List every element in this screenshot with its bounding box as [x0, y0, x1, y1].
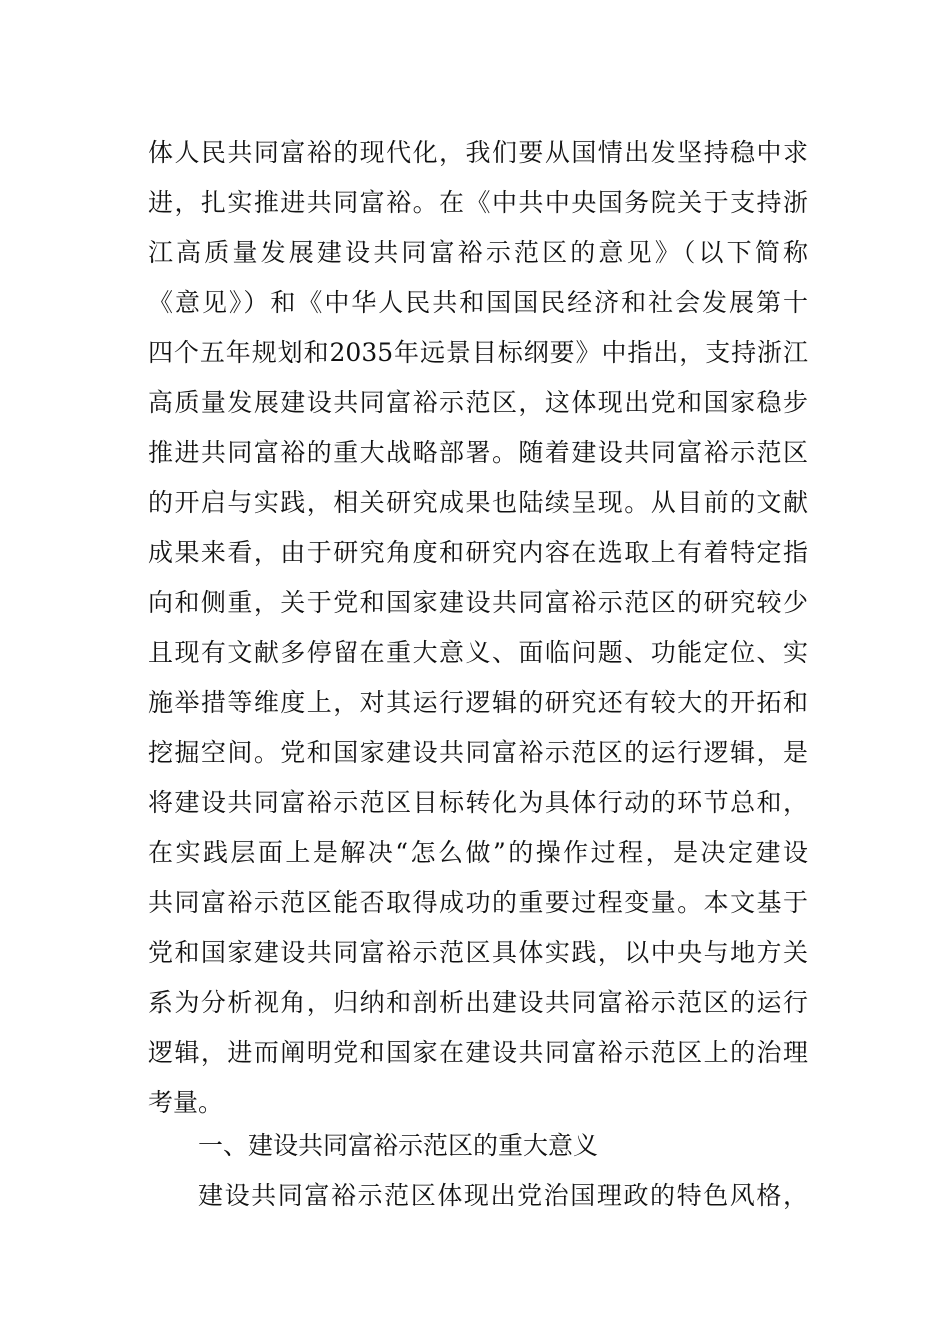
- paragraph-line: 建设共同富裕示范区体现出党治国理政的特色风格，: [198, 1181, 808, 1210]
- paragraph-line: 体人民共同富裕的现代化，我们要从国情出发坚持稳中求: [148, 138, 808, 167]
- paragraph-line: 在实践层面上是解决“怎么做”的操作过程，是决定建设: [148, 838, 808, 867]
- paragraph-line: 逻辑，进而阐明党和国家在建设共同富裕示范区上的治理: [148, 1038, 808, 1067]
- paragraph-line: 高质量发展建设共同富裕示范区，这体现出党和国家稳步: [148, 388, 808, 417]
- body-paragraph: [148, 128, 808, 1128]
- paragraph-line: 向和侧重，关于党和国家建设共同富裕示范区的研究较少: [148, 588, 808, 617]
- paragraph-line: 《意见》）和《中华人民共和国国民经济和社会发展第十: [148, 288, 808, 317]
- paragraph-line: 系为分析视角，归纳和剖析出建设共同富裕示范区的运行: [148, 988, 808, 1017]
- paragraph-line: 挖掘空间。党和国家建设共同富裕示范区的运行逻辑，是: [148, 738, 808, 767]
- paragraph-line: 江高质量发展建设共同富裕示范区的意见》（以下简称: [148, 238, 808, 267]
- section-heading: 一、建设共同富裕示范区的重大意义: [198, 1131, 599, 1160]
- paragraph-line: 将建设共同富裕示范区目标转化为具体行动的环节总和，: [148, 788, 808, 817]
- paragraph-line: 成果来看，由于研究角度和研究内容在选取上有着特定指: [148, 538, 808, 567]
- paragraph-line: 施举措等维度上，对其运行逻辑的研究还有较大的开拓和: [148, 688, 808, 717]
- paragraph-line: 推进共同富裕的重大战略部署。随着建设共同富裕示范区: [148, 438, 808, 467]
- paragraph-line: 且现有文献多停留在重大意义、面临问题、功能定位、实: [148, 638, 808, 667]
- paragraph-line: 共同富裕示范区能否取得成功的重要过程变量。本文基于: [148, 888, 808, 917]
- paragraph-line: 的开启与实践，相关研究成果也陆续呈现。从目前的文献: [148, 488, 808, 517]
- paragraph-line: 考量。: [148, 1088, 224, 1117]
- paragraph-line: 四个五年规划和2035年远景目标纲要》中指出，支持浙江: [148, 338, 808, 367]
- paragraph-line: 党和国家建设共同富裕示范区具体实践，以中央与地方关: [148, 938, 808, 967]
- paragraph-line: 进，扎实推进共同富裕。在《中共中央国务院关于支持浙: [148, 188, 808, 217]
